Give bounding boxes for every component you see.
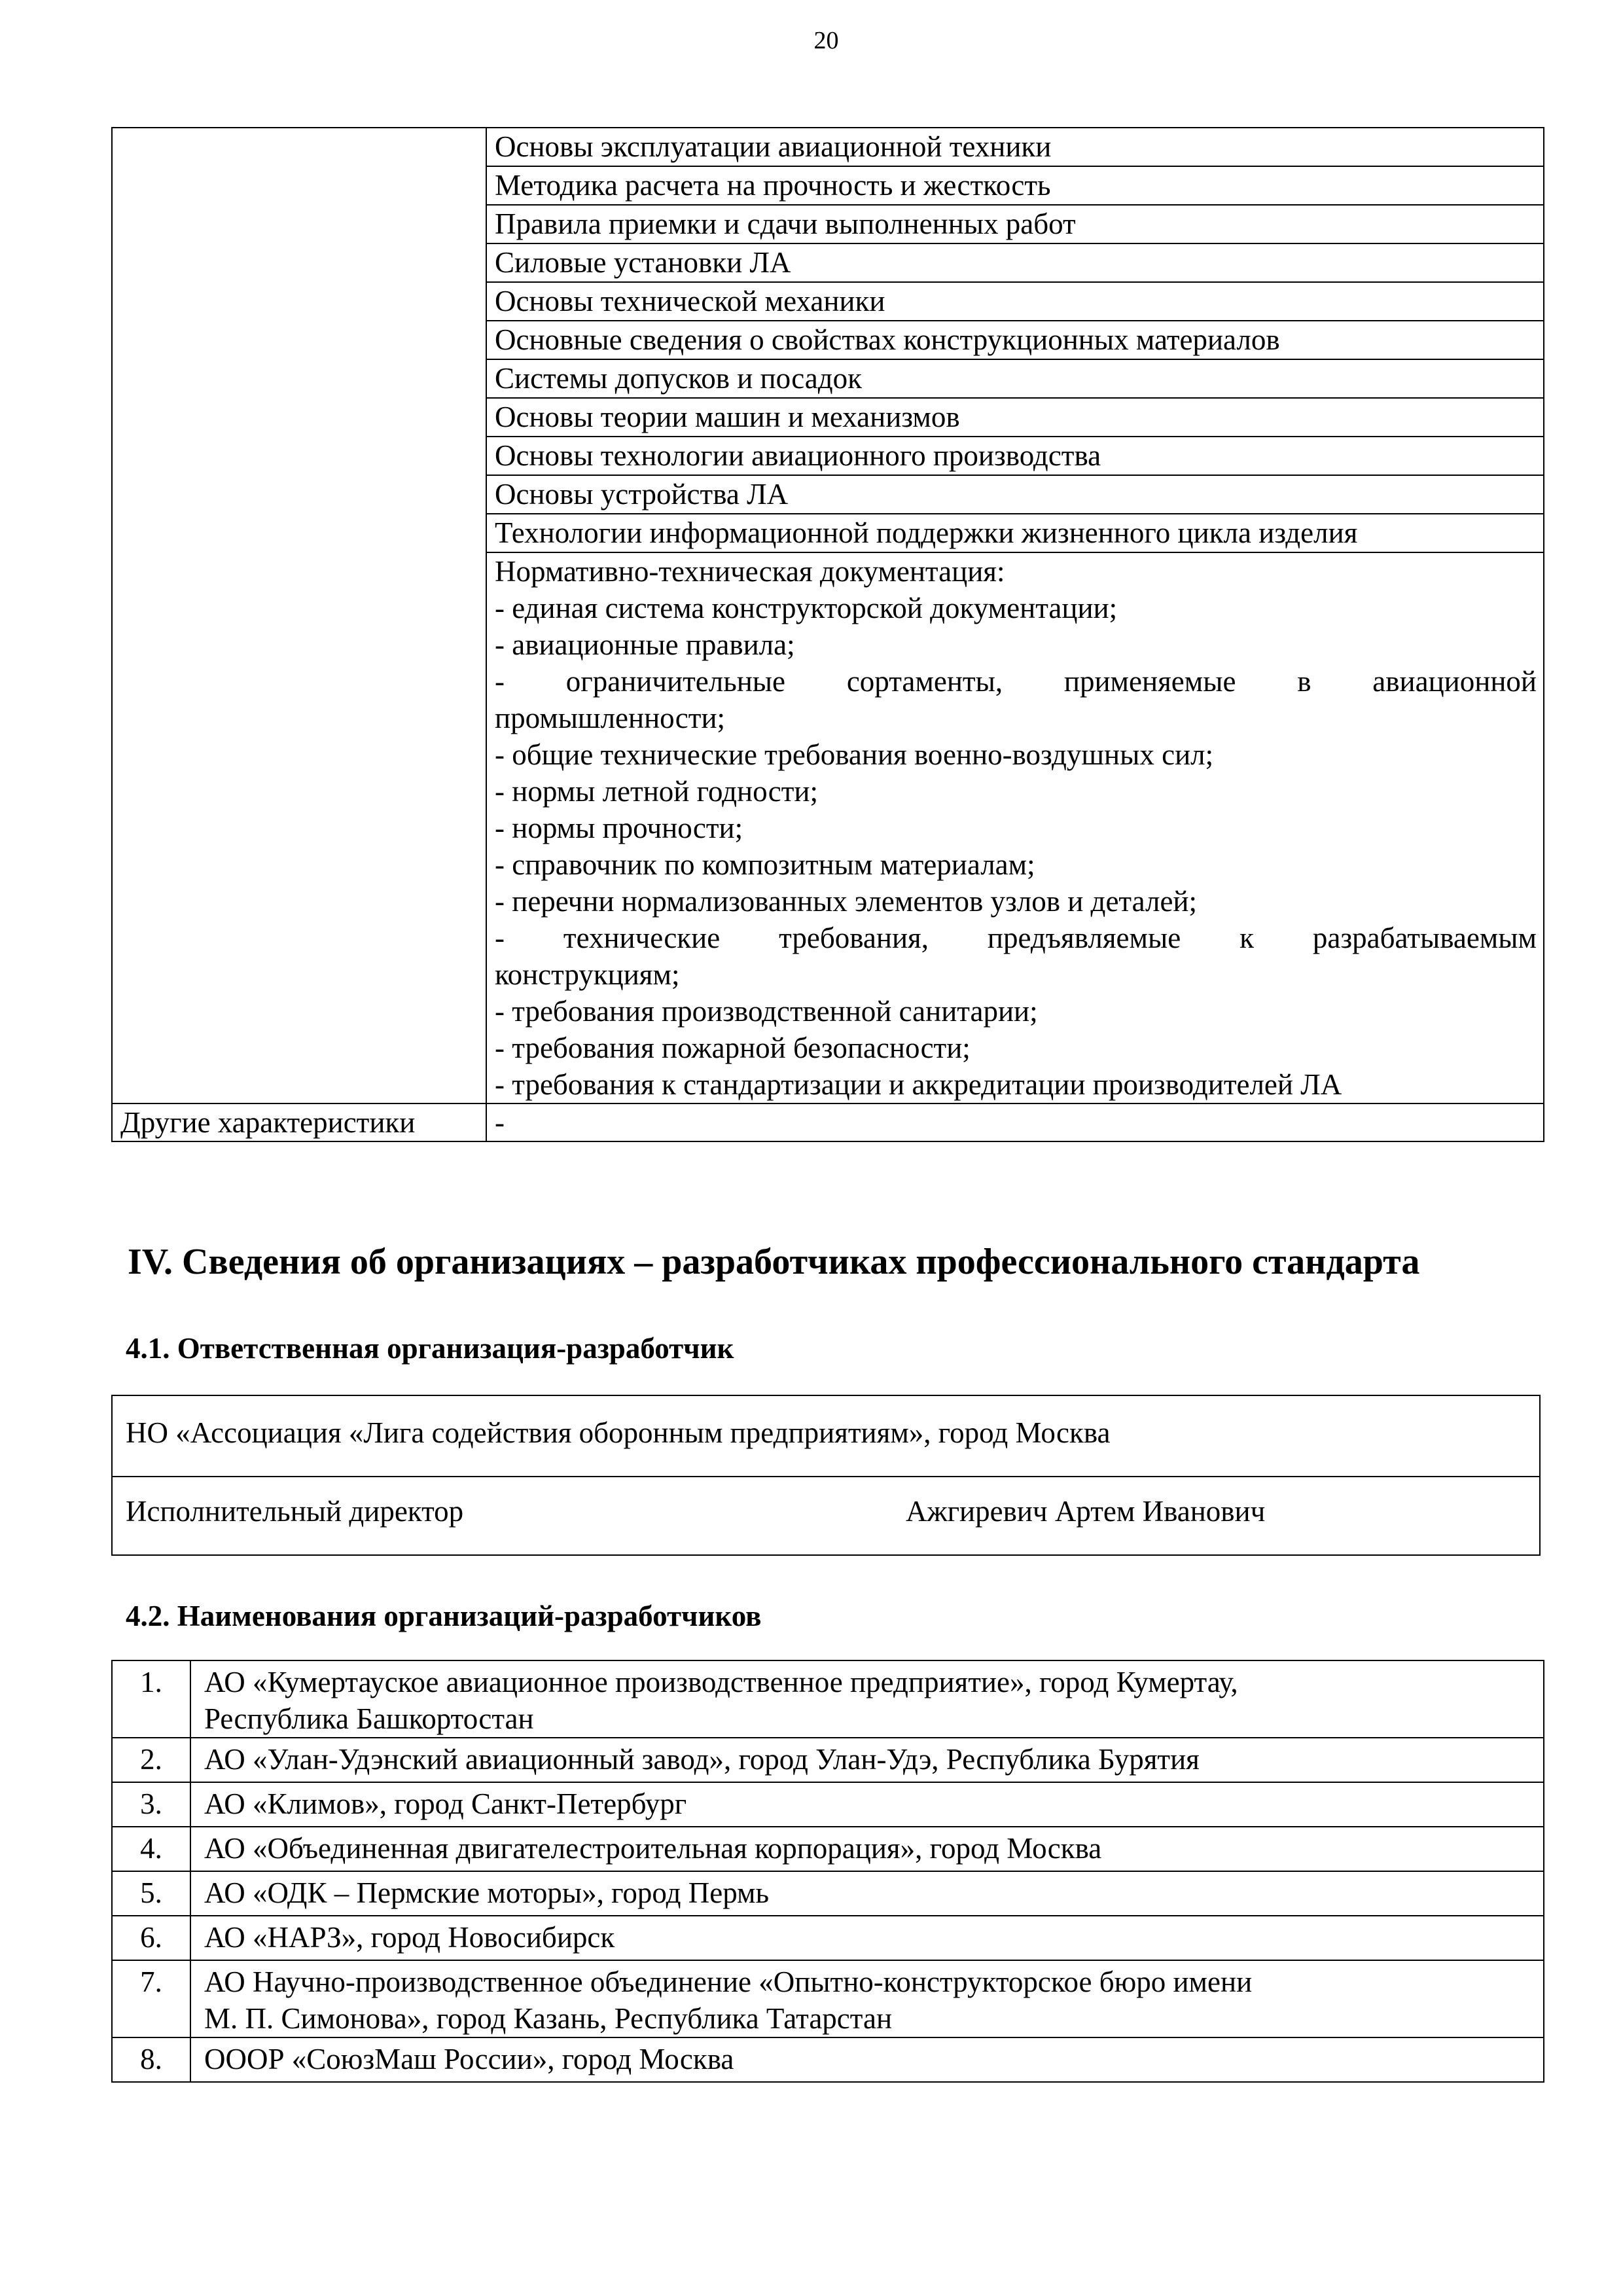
knowledge-item: Методика расчета на прочность и жесткость <box>486 166 1544 205</box>
knowledge-item: Основы эксплуатации авиационной техники <box>486 128 1544 166</box>
table-row <box>112 1871 1544 1916</box>
normative-item: - перечни нормализованных элементов узлов и деталей; <box>495 885 1198 918</box>
table-row <box>112 1738 1544 1782</box>
other-characteristics-label: Другие характеристики <box>112 1103 486 1141</box>
subsection-heading-responsible: 4.1. Ответственная организация-разработчик <box>126 1332 734 1365</box>
knowledge-item: Основы теории машин и механизмов <box>486 398 1544 437</box>
table-row <box>112 2037 1544 2082</box>
organization-name: АО «Улан-Удэнский авиационный завод», город Улан-Удэ, Республика Бурятия <box>190 1738 1544 1782</box>
row-number: 1. <box>112 1660 190 1738</box>
knowledge-item: Основы устройства ЛА <box>486 475 1544 514</box>
table-row <box>112 1960 1544 2037</box>
organization-name-line: АО Научно-производственное объединение «Опытно-конструкторское бюро имени <box>204 1965 1253 1998</box>
knowledge-table <box>111 127 1544 1142</box>
row-number: 5. <box>112 1871 190 1916</box>
responsible-organization-name: НО «Ассоциация «Лига содействия оборонным предприятиям», город Москва <box>126 1416 1111 1449</box>
organization-name <box>190 1960 1544 2037</box>
normative-documentation-cell <box>486 552 1544 1103</box>
organization-name-line: М. П. Симонова», город Казань, Республика Татарстан <box>204 2002 893 2035</box>
normative-item-continuation: промышленности; <box>495 702 726 734</box>
page-number: 20 <box>813 27 839 54</box>
normative-heading: Нормативно-техническая документация: <box>495 555 1005 588</box>
organization-name-line: Республика Башкортостан <box>204 1702 534 1735</box>
normative-item: - требования к стандартизации и аккредитации производителей ЛА <box>495 1068 1342 1101</box>
normative-item-continuation: конструкциям; <box>495 958 680 991</box>
knowledge-item: Основы технологии авиационного производства <box>486 437 1544 475</box>
responsible-organization-box <box>111 1395 1541 1556</box>
normative-item: - требования пожарной безопасности; <box>495 1031 971 1064</box>
normative-item: - требования производственной санитарии; <box>495 995 1038 1028</box>
normative-item: - общие технические требования военно-воздушных сил; <box>495 738 1214 771</box>
row-number: 4. <box>112 1827 190 1871</box>
other-characteristics-value: - <box>486 1103 1544 1141</box>
organization-name: АО «НАРЗ», город Новосибирск <box>190 1916 1544 1960</box>
organization-name: ОООР «СоюзМаш России», город Москва <box>190 2037 1544 2082</box>
normative-item: - нормы прочности; <box>495 812 743 844</box>
row-divider <box>113 1476 1539 1477</box>
section-title: IV. Сведения об организациях – разработчиках профессионального стандарта <box>128 1242 1420 1282</box>
subsection-heading-developers: 4.2. Наименования организаций-разработчиков <box>126 1600 762 1632</box>
table-row <box>112 1782 1544 1827</box>
knowledge-item: Основные сведения о свойствах конструкционных материалов <box>486 321 1544 359</box>
knowledge-item: Основы технической механики <box>486 282 1544 321</box>
row-number: 8. <box>112 2037 190 2082</box>
normative-item: - единая система конструкторской документации; <box>495 592 1118 624</box>
knowledge-item: Правила приемки и сдачи выполненных работ <box>486 205 1544 243</box>
organization-name: АО «Климов», город Санкт-Петербург <box>190 1782 1544 1827</box>
empty-label-cell <box>112 128 486 1103</box>
table-row <box>112 1660 1544 1738</box>
knowledge-item: Технологии информационной поддержки жизненного цикла изделия <box>486 514 1544 552</box>
row-number: 7. <box>112 1960 190 2037</box>
organization-name-line: АО «Кумертауское авиационное производственное предприятие», город Кумертау, <box>204 1666 1238 1698</box>
organization-name: АО «ОДК – Пермские моторы», город Пермь <box>190 1871 1544 1916</box>
organization-name <box>190 1660 1544 1738</box>
normative-item: - ограничительные сортаменты, применяемые в авиационной <box>495 665 1537 698</box>
developer-organizations-table <box>111 1660 1544 2083</box>
row-number: 3. <box>112 1782 190 1827</box>
normative-item: - справочник по композитным материалам; <box>495 848 1035 881</box>
normative-item: - нормы летной годности; <box>495 775 818 808</box>
responsible-role: Исполнительный директор <box>126 1495 464 1528</box>
organization-name: АО «Объединенная двигателестроительная корпорация», город Москва <box>190 1827 1544 1871</box>
row-number: 6. <box>112 1916 190 1960</box>
table-row <box>112 1827 1544 1871</box>
table-row <box>112 1916 1544 1960</box>
row-number: 2. <box>112 1738 190 1782</box>
knowledge-item: Силовые установки ЛА <box>486 243 1544 282</box>
knowledge-item: Системы допусков и посадок <box>486 359 1544 398</box>
responsible-person: Ажгиревич Артем Иванович <box>906 1495 1266 1528</box>
normative-item: - технические требования, предъявляемые к разрабатываемым <box>495 922 1537 954</box>
normative-item: - авиационные правила; <box>495 628 795 661</box>
